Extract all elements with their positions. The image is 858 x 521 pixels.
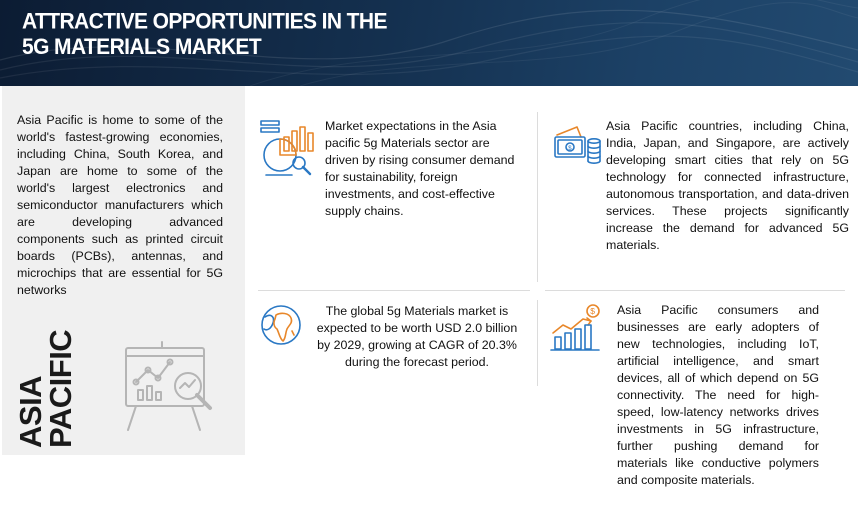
region-label: ASIA PACIFIC bbox=[13, 329, 78, 448]
card-market-expectations-text: Market expectations in the Asia pacific 5g Materials sector are driven by rising consumer demand for sustainability, foreign investments, and cost-effective supply chains. bbox=[325, 119, 515, 218]
card-smart-cities-text: Asia Pacific countries, including China, India, Japan, and Singapore, are actively developing smart cities that rely on 5G technology for connected infrastructure, autonomous transportation, and data-driven services. These projects significantly increase the demand for advanced 5G materials. bbox=[606, 119, 849, 252]
card-early-adopters-text: Asia Pacific consumers and businesses are early adopters of new technologies, including IoT, artificial intelligence, and smart devices, all of which depend on 5G connectivity. The need for high-speed, low-latency networks drives investments in 5G infrastructure, further pushing demand for materials like conductive polymers and composite materials. bbox=[617, 303, 819, 487]
svg-text:$: $ bbox=[590, 306, 596, 317]
money-stack-icon bbox=[553, 125, 603, 167]
divider-horizontal-right bbox=[545, 290, 845, 291]
market-analysis-icon bbox=[258, 119, 318, 181]
page-title: ATTRACTIVE OPPORTUNITIES IN THE 5G MATERIALS MARKET bbox=[22, 9, 387, 60]
header-banner bbox=[0, 0, 858, 86]
divider-vertical-top bbox=[537, 112, 538, 282]
divider-vertical-bottom bbox=[537, 300, 538, 386]
presentation-board-analytics-icon bbox=[122, 338, 218, 434]
divider-horizontal-left bbox=[258, 290, 530, 291]
region-description: Asia Pacific is home to some of the world's fastest-growing economies, including China, South Korea, and Japan are home to some of the world's largest electronics and semiconductor manufacturers which are developing advanced components such as printed circuit boards (PCBs), antennas, and microchips that are essential for 5G networks bbox=[17, 113, 223, 297]
growth-chart-dollar-icon bbox=[549, 303, 605, 353]
svg-text:$: $ bbox=[568, 146, 572, 152]
card-market-forecast-text: The global 5g Materials market is expected to be worth USD 2.0 billion by 2029, growing at CAGR of 20.3% during the forecast period. bbox=[316, 304, 518, 369]
globe-africa-icon bbox=[259, 303, 303, 347]
